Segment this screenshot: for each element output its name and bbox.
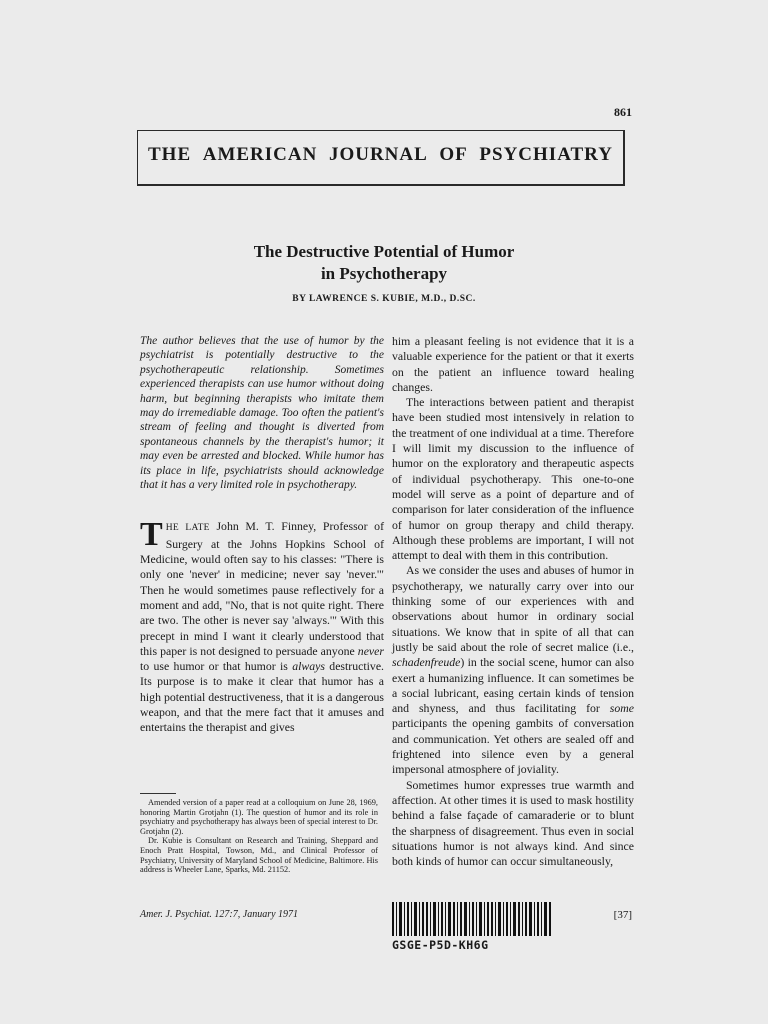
intro-text: to use humor or that humor is (140, 659, 293, 674)
masthead-word: OF (439, 143, 468, 165)
article-title-line: in Psychotherapy (320, 264, 448, 283)
body-paragraph (392, 563, 634, 777)
emphasis: some (609, 701, 634, 716)
abstract: The author believes that the use of humor by the psychiatrist is potentially destructive to the psychotherapeutic relationship. Sometimes experienced therapists can use humor without doing harm, but beginning therapists who imitate them may do irremediable damage. Too often the patient's stream of feeling and thought is diverted from spontaneous channels by the therapist's humor; it may even be arrested and blocked. While humor has its place in life, psychiatrists should acknowledge that it has a very limited role in psychotherapy. (140, 335, 384, 492)
journal-title (138, 144, 623, 172)
intro-paragraph (140, 516, 385, 735)
emphasis: never (357, 643, 384, 658)
journal-citation: Amer. J. Psychiat. 127:7, January 1971 (140, 909, 299, 920)
article-title-line: The Destructive Potential of Humor (253, 242, 515, 261)
body-paragraph: Sometimes humor expresses true warmth and affection. At other times it is used to mask hostility behind a false façade of camaraderie or to blunt the sharpness of disagreement. Thus even in social situations humor is not always kind. And since both kinds of humor can occur simultaneously, (392, 777, 634, 869)
byline: BY LAWRENCE S. KUBIE, M.D., D.SC. (292, 294, 476, 304)
emphasis: always (292, 659, 325, 674)
masthead-word: AMERICAN (202, 143, 318, 165)
masthead-word: THE (148, 143, 192, 165)
body-paragraph: him a pleasant feeling is not evidence that it is a valuable experience for the patient or that it exerts on the patient an influence toward healing changes. (392, 334, 634, 394)
barcode-id: GSGE-P5D-KH6G (392, 938, 489, 952)
footer-page-number: [37] (613, 909, 632, 921)
body-paragraph: The interactions between patient and therapist have been studied most intensively in relation to the treatment of one individual at a time. Therefore I will limit my discussion to the influence of humor on the exploratory and therapeutic aspects of individual psychotherapy. This one-to-one model will serve as a point of departure and of comparison for later consideration of the influence of humor on group therapy and child therapy. Although these problems are important, I will not attempt to deal with them in this contribution. (392, 395, 634, 563)
right-column (392, 334, 634, 869)
footnote-paragraph: Dr. Kubie is Consultant on Research and Training, Sheppard and Enoch Pratt Hospital, Towson, Md., and Clinical Professor of Psychiatry, University of Maryland School of Medicine, Baltimore. His address is Wheeler Lane, Sparks, Md. 21152. (140, 836, 378, 875)
footnote-paragraph: Amended version of a paper read at a colloquium on June 28, 1969, honoring Martin Grotjahn (1). The question of humor and its role in psychiatry and psychotherapy has always been of special interest to Dr. Grotjahn (2). (140, 798, 378, 836)
intro-text: destructive. Its purpose is to make it clear that humor has a high potential destructiveness, that it is a dangerous weapon, and that the mere fact that it amuses and entertains the therapist and gives (140, 659, 385, 735)
left-column (140, 334, 384, 736)
footnote-rule (140, 793, 176, 794)
emphasis: schadenfreude (392, 655, 461, 670)
smallcaps-lead: HE LATE (165, 523, 210, 534)
paragraph-text: participants the opening gambits of conversation and communication. Yet others are sealed off and frightened into silence even by a general impersonal atmosphere of joviality. (392, 716, 634, 777)
paragraph-text: ) in the social scene, humor can also exert a humanizing influence. It can sometimes be a social lubricant, easing certain kinds of tension and shyness, and thus facilitating for (392, 655, 634, 716)
footnote (140, 798, 378, 875)
paragraph-text: As we consider the uses and abuses of humor in psychotherapy, we naturally carry over into our thinking some of our experiences with and observations about humor in ordinary social situations. We know that in spite of all that can justly be said about the role of secret malice (i.e., (392, 563, 634, 654)
masthead-word: JOURNAL (328, 143, 428, 165)
journal-masthead (137, 130, 625, 186)
masthead-word: PSYCHIATRY (479, 143, 613, 165)
page-number: 861 (614, 105, 632, 119)
barcode (392, 902, 552, 936)
article-title (150, 241, 618, 285)
intro-text: John M. T. Finney, Professor of Surgery at the Johns Hopkins School of Medicine, would often say to his classes: "There is only one 'never' in medicine; never say 'never.'" Then he would sometimes pause reflectively for a moment and add, "No, that is not quite right. There are two. The other is never say 'always.'" With this precept in mind I want it clearly understood that this paper is not designed to persuade anyone (140, 519, 385, 658)
drop-cap: T (140, 516, 163, 554)
